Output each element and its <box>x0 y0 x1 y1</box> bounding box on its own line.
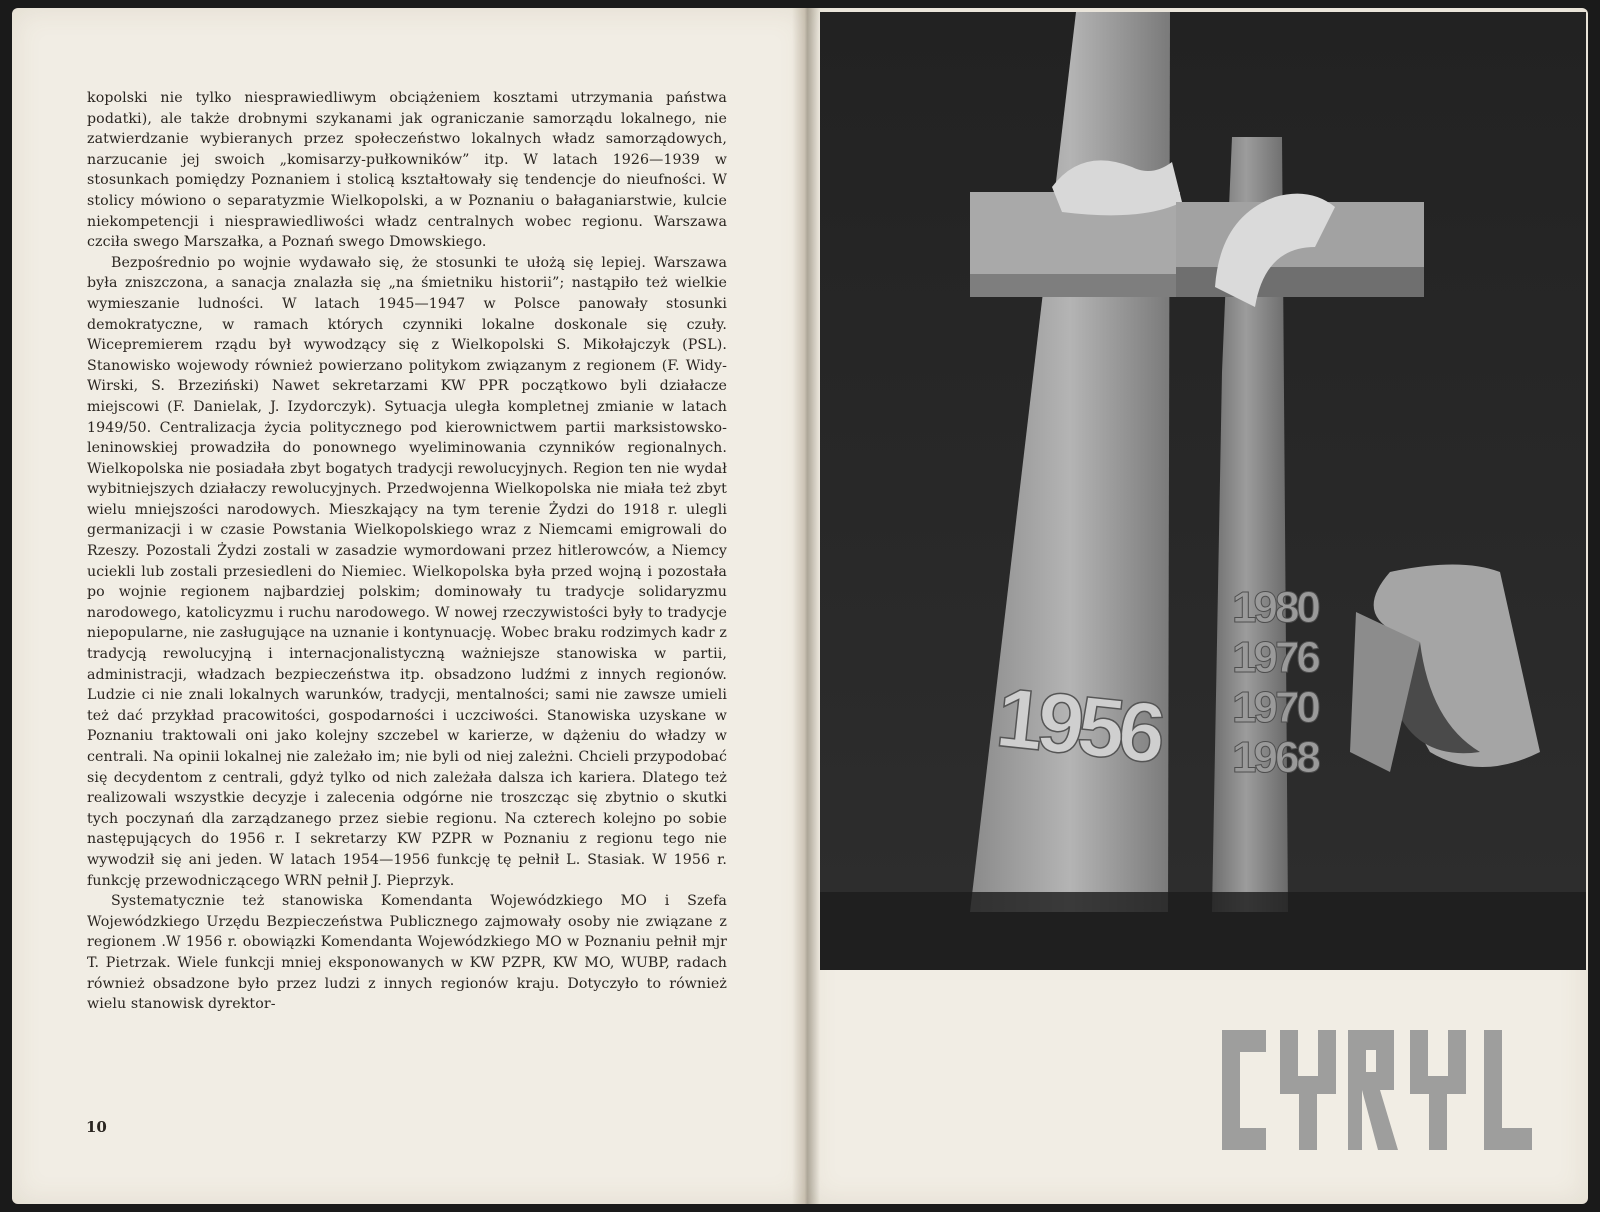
year-1956: 1956 <box>992 669 1165 781</box>
paragraph-1: kopolski nie tylko niesprawiedliwym obciążeniem kosztami utrzymania państwa podatki), ale także drobnymi szykanami jak ograniczanie samorządu lokalnego, nie zatwierdzanie wybieranych przez społeczeństwo lokalnych władz samorządowych, narzucanie jej swoich „komisarzy-pułkowników” itp. W latach 1926—1939 w stosunkach pomiędzy Poznaniem i stolicą kształtowały się tendencje do nieufności. W stolicy mówiono o separatyzmie Wielkopolski, a w Poznaniu o bałaganiarstwie, kulcie niekompetencji i niesprawiedliwości władz centralnych wobec regionu. Warszawa czciła swego Marszałka, a Poznań swego Dmowskiego. <box>87 90 727 251</box>
paragraph-3: Systematycznie też stanowiska Komendanta Wojewódzkiego MO i Szefa Wojewódzkiego Urzędu Bezpieczeństwa Publicznego zajmowały osoby nie związane z regionem .W 1956 r. obowiązki Komendanta Wojewódzkiego MO w Poznaniu pełnił mjr T. Pietrzak. Wiele funkcji mniej eksponowanych w KW PZPR, KW MO, WUBP, radach również obsadzone było przez ludzi z innych regionów kraju. Dotyczyło to również wielu stanowisk dyrektor- <box>87 893 727 1013</box>
paragraph-2: Bezpośrednio po wojnie wydawało się, że stosunki te ułożą się lepiej. Warszawa była zniszczona, a sanacja znalazła się „na śmietniku historii”; nastąpiło też wielkie wymieszanie ludności. W latach 1945—1947 w Polsce panowały stosunki demokratyczne, w ramach których czynniki lokalne doskonale się czuły. Wicepremierem rządu był wywodzący się z Wielkopolski S. Mikołajczyk (PSL). Stanowisko wojewody również powierzano politykom związanym z regionem (F. Widy-Wirski, S. Brzeziński) Nawet sekretarzami KW PPR początkowo byli działacze miejscowi (F. Danielak, J. Izydorczyk). Sytuacja uległa kompletnej zmianie w latach 1949/50. Centralizacja życia politycznego pod kierownictwem partii marksistowsko-leninowskiej prowadziła do ponownego wyeliminowania czynników regionalnych. Wielkopolska nie posiadała zbyt bogatych tradycji rewolucyjnych. Region ten nie wydał wybitniejszych działaczy rewolucyjnych. Przedwojenna Wielkopolska nie miała też zbyt wielu mniejszości narodowych. Mieszkający na tym terenie Żydzi do 1918 r. ulegli germanizacji i w czasie Powstania Wielkopolskiego wraz z Niemcami emigrowali do Rzeszy. Pozostali Żydzi zostali w zasadzie wymordowani przez hitlerowców, a Niemcy uciekli lub zostali przesiedleni do Niemiec. Wielkopolska była przed wojną i pozostała po wojnie regionem najbardziej polskim; dominowały tu tradycje solidaryzmu narodowego, katolicyzmu i ruchu narodowego. W nowej rzeczywistości były to tradycje niepopularne, nie zasługujące na uznanie i kontynuację. Wobec braku rodzimych kadr z tradycją rewolucyjną i internacjonalistyczną ważniejsze stanowiska w partii, administracji, władzach bezpieczeństwa itp. obsadzono ludźmi z innych regionów. Ludzie ci nie znali lokalnych warunków, tradycji, mentalności; sami nie zawsze umieli też dać przykład pracowitości, gospodarności i uczciwości. Stanowiska uzyskane w Poznaniu traktowali oni jako kolejny szczebel w karierze, w dążeniu do władzy w centrali. Na opinii lokalnej nie zależało im; nie byli od niej zależni. Chcieli przypodobać się decydentom z centrali, gdyż tylko od nich zależała dalsza ich kariera. Dlatego też realizowali wszystkie decyzje i zalecenia odgórne nie troszcząc się zbytnio o skutki tych poczynań dla zarządzanego przez siebie regionu. Na czterech kolejno po sobie następujących do 1956 r. I sekretarzy KW PZPR w Poznaniu z regionu tego nie wywodził się ani jeden. W latach 1954—1956 funkcję tę pełnił L. Stasiak. W 1956 r. funkcję przewodniczącego WRN pełnił J. Pieprzyk. <box>87 254 727 889</box>
year-1976: 1976 <box>1232 633 1318 682</box>
year-1980: 1980 <box>1232 583 1318 632</box>
year-1968: 1968 <box>1232 733 1318 782</box>
left-page <box>12 8 808 1204</box>
year-1970: 1970 <box>1232 683 1318 732</box>
body-text <box>87 88 727 1015</box>
monument-photo <box>820 12 1586 970</box>
book-gutter <box>792 8 820 1204</box>
page-number: 10 <box>86 1118 107 1136</box>
cyryl-watermark-logo <box>1222 1020 1532 1160</box>
